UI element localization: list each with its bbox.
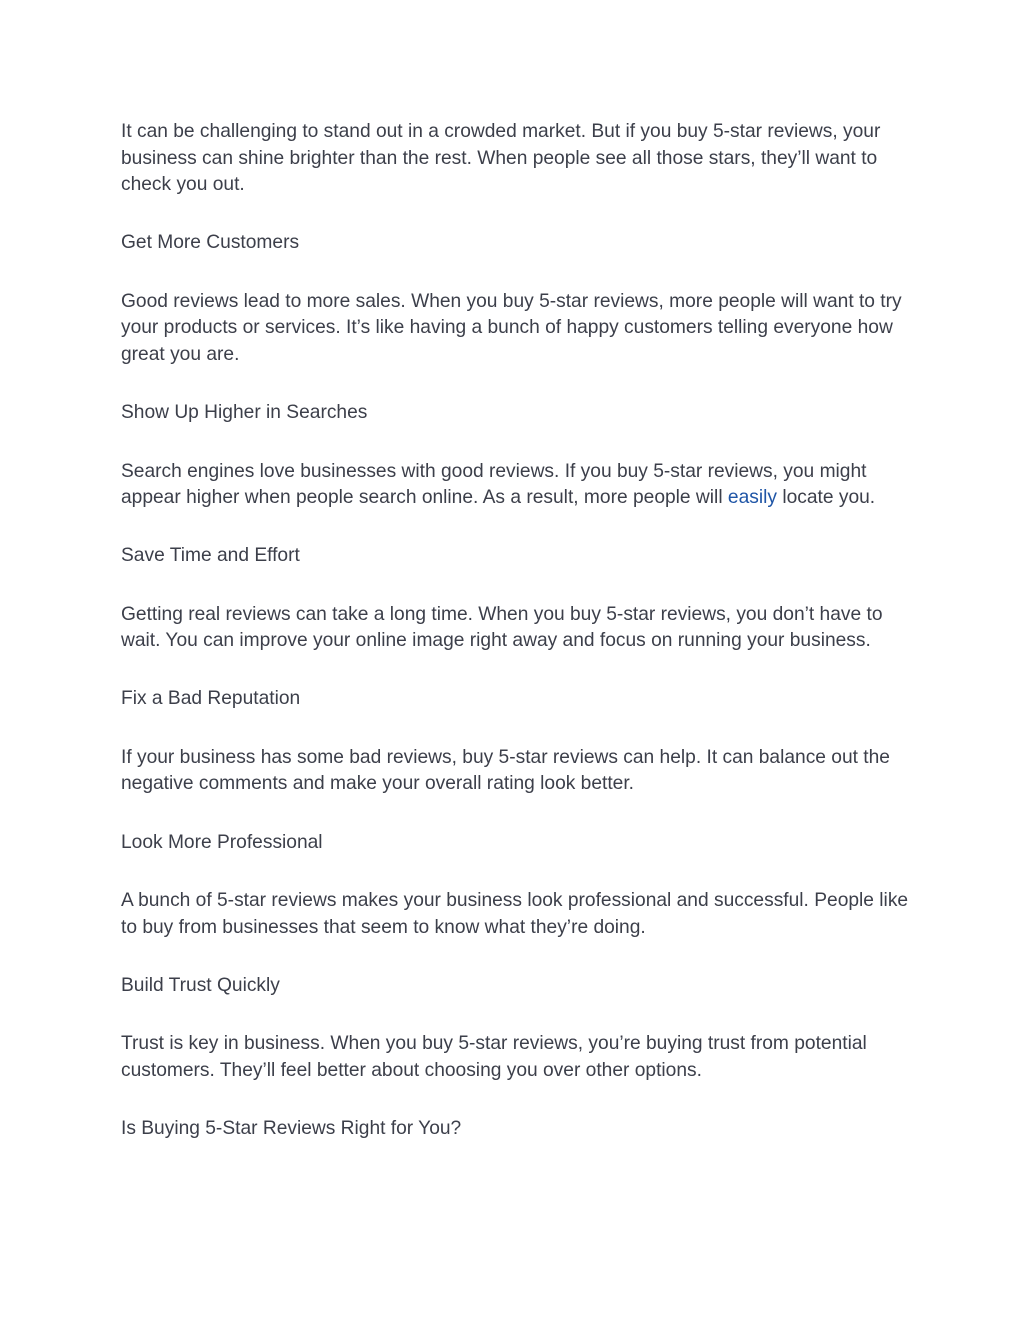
- paragraph-text-before-link: Search engines love businesses with good reviews. If you buy 5-star reviews, you might appear higher when people search online. As a result, more people will: [121, 460, 867, 509]
- heading-show-up-higher: Show Up Higher in Searches: [121, 402, 368, 424]
- paragraph-save-time: Getting real reviews can take a long time. When you buy 5-star reviews, you don’t have to wait. You can improve your online image right away and focus on running your business.: [121, 603, 883, 652]
- heading-is-buying-right: Is Buying 5-Star Reviews Right for You?: [121, 1118, 462, 1139]
- paragraph-get-more-customers: Good reviews lead to more sales. When you buy 5-star reviews, more people will want to try your products or services. It’s like having a bunch of happy customers telling everyone how great you are.: [121, 290, 902, 365]
- easily-link[interactable]: easily: [727, 487, 777, 509]
- heading-look-professional: Look More Professional: [121, 831, 323, 853]
- paragraph-look-professional: A bunch of 5-star reviews makes your business look professional and successful. People like to buy from businesses that seem to know what they’re doing.: [121, 890, 909, 938]
- heading-get-more-customers: Get More Customers: [121, 232, 300, 254]
- heading-build-trust: Build Trust Quickly: [121, 974, 280, 996]
- paragraph-build-trust: Trust is key in business. When you buy 5-star reviews, you’re buying trust from potential customers. They’ll feel better about choosing you over other options.: [121, 1033, 867, 1081]
- paragraph-text-after-link: locate you.: [776, 487, 876, 509]
- heading-save-time: Save Time and Effort: [121, 545, 300, 567]
- document-page: [121, 119, 921, 1174]
- heading-fix-reputation: Fix a Bad Reputation: [121, 688, 301, 710]
- intro-paragraph: It can be challenging to stand out in a crowded market. But if you buy 5-star reviews, your business can shine brighter than the rest. When people see all those stars, they’ll want to check you out.: [121, 121, 881, 196]
- paragraph-show-up-higher: [121, 459, 921, 512]
- paragraph-fix-reputation: If your business has some bad reviews, buy 5-star reviews can help. It can balance out the negative comments and make your overall rating look better.: [121, 746, 890, 795]
